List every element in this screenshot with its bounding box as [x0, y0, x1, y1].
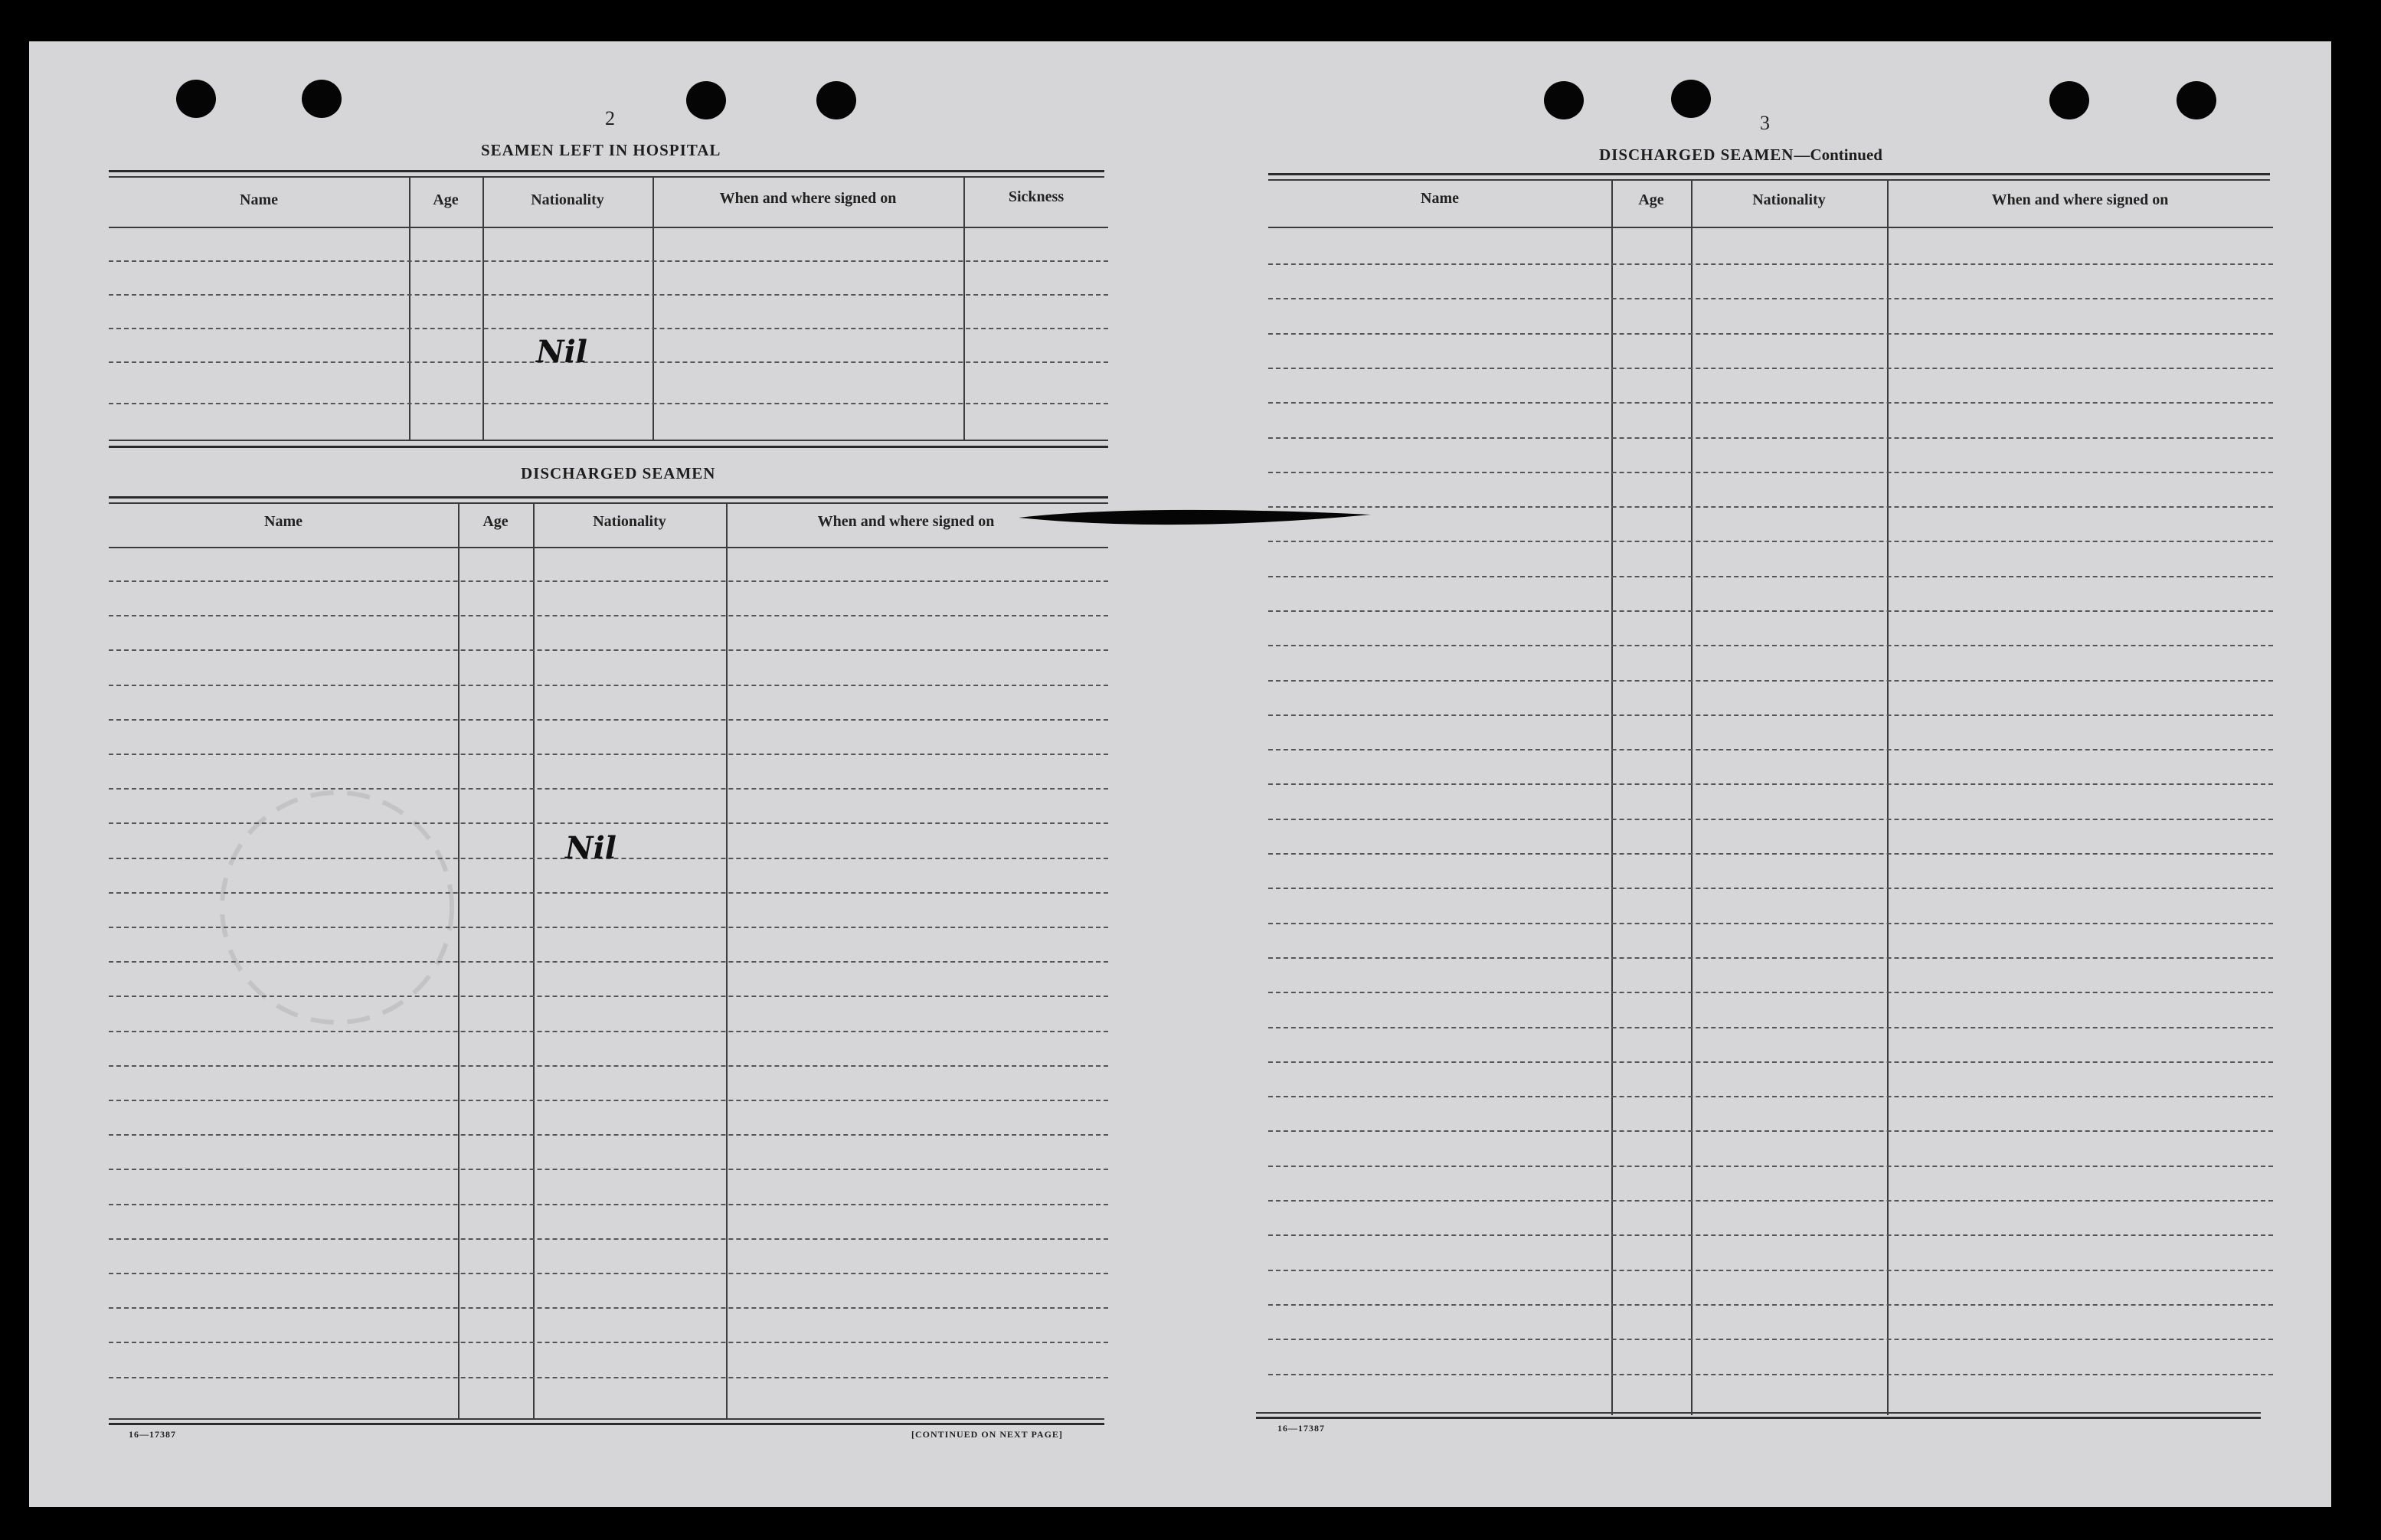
row-rule [1268, 1096, 2273, 1097]
row-rule [109, 1342, 1108, 1343]
hospital-section-title: SEAMEN LEFT IN HOSPITAL [481, 141, 721, 159]
discharged-col-age: Age [482, 513, 509, 530]
row-rule [109, 1377, 1108, 1378]
punch-hole [302, 80, 342, 118]
punch-hole [816, 81, 856, 119]
row-rule [109, 1100, 1108, 1101]
row-rule [109, 649, 1108, 651]
row-rule [109, 1204, 1108, 1205]
row-rule [109, 1307, 1108, 1309]
row-rule [109, 788, 1108, 790]
right-col-signed-on: When and where signed on [1991, 191, 2169, 208]
row-rule [1268, 1130, 2273, 1132]
row-rule [1268, 1304, 2273, 1306]
page-number-right: 3 [1760, 112, 1770, 134]
row-rule [1268, 541, 2273, 542]
row-rule [1268, 263, 2273, 265]
row-rule [109, 961, 1108, 963]
hospital-col-name: Name [240, 191, 278, 208]
row-rule [109, 615, 1108, 616]
punch-hole [176, 80, 216, 118]
row-rule [1268, 298, 2273, 299]
row-rule [1268, 992, 2273, 993]
row-rule [109, 1134, 1108, 1136]
left-form-number: 16—17387 [129, 1429, 176, 1440]
row-rule [1268, 472, 2273, 473]
continued-note: [CONTINUED ON NEXT PAGE] [911, 1429, 1063, 1440]
row-rule [1268, 783, 2273, 785]
hospital-handwritten-entry: Nil [536, 334, 587, 370]
row-rule [109, 1238, 1108, 1240]
discharged-col-signed-on: When and where signed on [817, 513, 995, 530]
hospital-col-nationality: Nationality [531, 191, 604, 208]
hospital-col-signed-on: When and where signed on [719, 190, 897, 207]
row-rule [1268, 1339, 2273, 1340]
row-rule [1268, 957, 2273, 959]
row-rule [109, 754, 1108, 755]
row-rule [1268, 506, 2273, 508]
row-rule [1268, 1374, 2273, 1375]
row-rule [1268, 610, 2273, 612]
row-rule [1268, 1061, 2273, 1063]
row-rule [109, 892, 1108, 894]
hospital-col-sickness: Sickness [1008, 188, 1065, 205]
discharged-section-title: DISCHARGED SEAMEN [521, 464, 716, 482]
right-title-main: DISCHARGED SEAMEN [1599, 145, 1794, 164]
page-number-left: 2 [605, 107, 615, 129]
row-rule [1268, 368, 2273, 369]
punch-hole [1544, 81, 1584, 119]
row-rule [1268, 1166, 2273, 1167]
row-rule [109, 580, 1108, 582]
row-rule [1268, 1234, 2273, 1236]
row-rule [1268, 437, 2273, 439]
row-rule [109, 927, 1108, 928]
row-rule [1268, 923, 2273, 924]
row-rule [109, 685, 1108, 686]
row-rule [1268, 819, 2273, 820]
row-rule [1268, 576, 2273, 577]
row-rule [1268, 680, 2273, 682]
right-section-title [1599, 145, 1882, 165]
hospital-col-age: Age [433, 191, 459, 208]
row-rule [1268, 402, 2273, 404]
row-rule [1268, 1200, 2273, 1202]
row-rule [1268, 714, 2273, 716]
row-rule [1268, 1270, 2273, 1271]
row-rule [1268, 645, 2273, 646]
discharged-handwritten-entry: Nil [565, 830, 617, 866]
punch-hole [1671, 80, 1711, 118]
row-rule [109, 1065, 1108, 1067]
punch-hole [2049, 81, 2089, 119]
row-rule [109, 1273, 1108, 1274]
right-col-nationality: Nationality [1752, 191, 1826, 208]
punch-hole [686, 81, 726, 119]
right-form-number: 16—17387 [1277, 1423, 1325, 1434]
row-rule [1268, 749, 2273, 750]
discharged-col-nationality: Nationality [593, 513, 666, 530]
row-rule [109, 1031, 1108, 1032]
punch-hole [2177, 81, 2216, 119]
row-rule [1268, 1027, 2273, 1028]
row-rule [109, 719, 1108, 721]
right-title-suffix: —Continued [1794, 145, 1882, 164]
right-col-name: Name [1421, 190, 1459, 207]
row-rule [1268, 888, 2273, 889]
row-rule [1268, 853, 2273, 855]
discharged-col-name: Name [264, 513, 303, 530]
row-rule [1268, 333, 2273, 335]
row-rule [109, 996, 1108, 997]
row-rule [109, 1169, 1108, 1170]
right-col-age: Age [1638, 191, 1664, 208]
row-rule [109, 822, 1108, 824]
